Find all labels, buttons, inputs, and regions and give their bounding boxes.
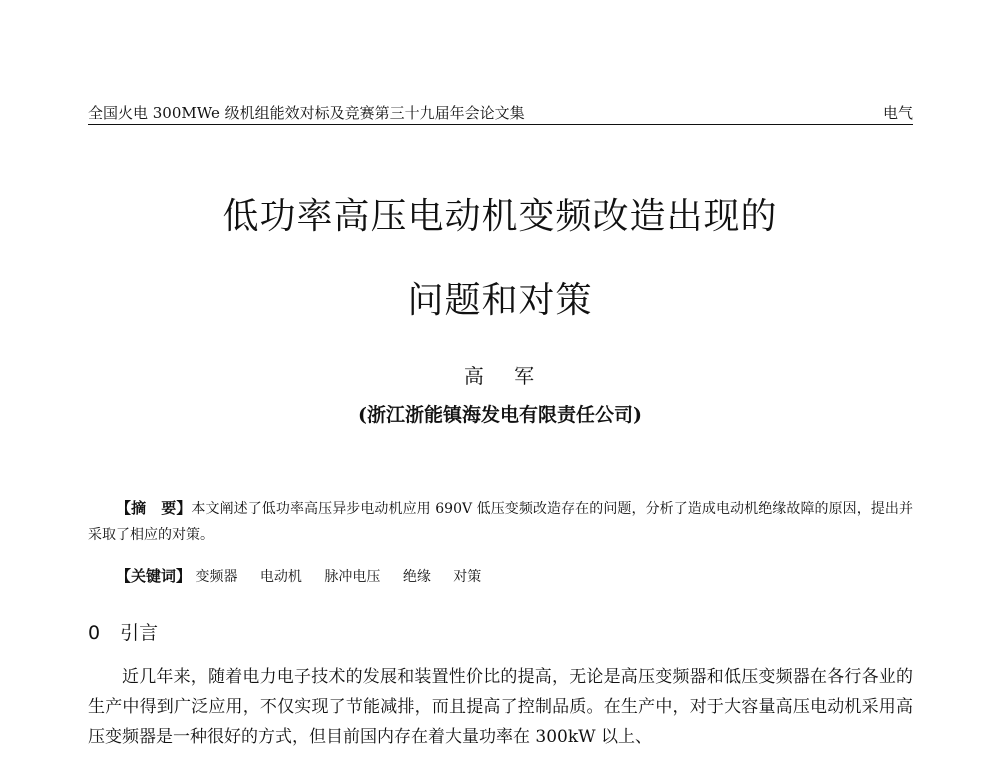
running-header-category: 电气 bbox=[882, 104, 913, 122]
keywords-label: 【关键词】 bbox=[116, 567, 192, 585]
keyword-item: 绝缘 bbox=[402, 569, 431, 585]
keyword-item: 电动机 bbox=[259, 569, 302, 585]
paper-title-line-2: 问题和对策 bbox=[407, 280, 593, 321]
body-paragraph: 近几年来，随着电力电子技术的发展和装置性价比的提高，无论是高压变频器和低压变频器在各行各业的生产中得到广泛应用，不仅实现了节能减排，而且提高了控制品质。在生产中，对于大容量高压电动机采用高压变频器是一种很好的方式，但目前国内存在着大量功率在 300kW 以上、 bbox=[88, 667, 913, 747]
keyword-item: 脉冲电压 bbox=[324, 569, 381, 585]
keyword-item: 变频器 bbox=[195, 569, 238, 585]
paper-title-line-1: 低功率高压电动机变频改造出现的 bbox=[222, 196, 778, 237]
section-number: 0 bbox=[88, 622, 101, 644]
keyword-item: 对策 bbox=[453, 569, 482, 585]
author-affiliation: (浙江浙能镇海发电有限责任公司) bbox=[358, 404, 642, 426]
abstract-text: 本文阐述了低功率高压异步电动机应用 690V 低压变频改造存在的问题，分析了造成电动机绝缘故障的原因，提出并采取了相应的对策。 bbox=[88, 501, 913, 543]
abstract bbox=[88, 495, 913, 548]
running-header bbox=[88, 100, 913, 125]
running-header-proceedings: 全国火电 300MWe 级机组能效对标及竞赛第三十九届年会论文集 bbox=[88, 104, 525, 122]
author-name: 高 军 bbox=[463, 364, 547, 388]
section-heading-introduction bbox=[88, 618, 158, 645]
abstract-label: 【摘 要】 bbox=[116, 499, 192, 517]
section-title: 引言 bbox=[120, 622, 159, 644]
keywords bbox=[116, 563, 913, 590]
